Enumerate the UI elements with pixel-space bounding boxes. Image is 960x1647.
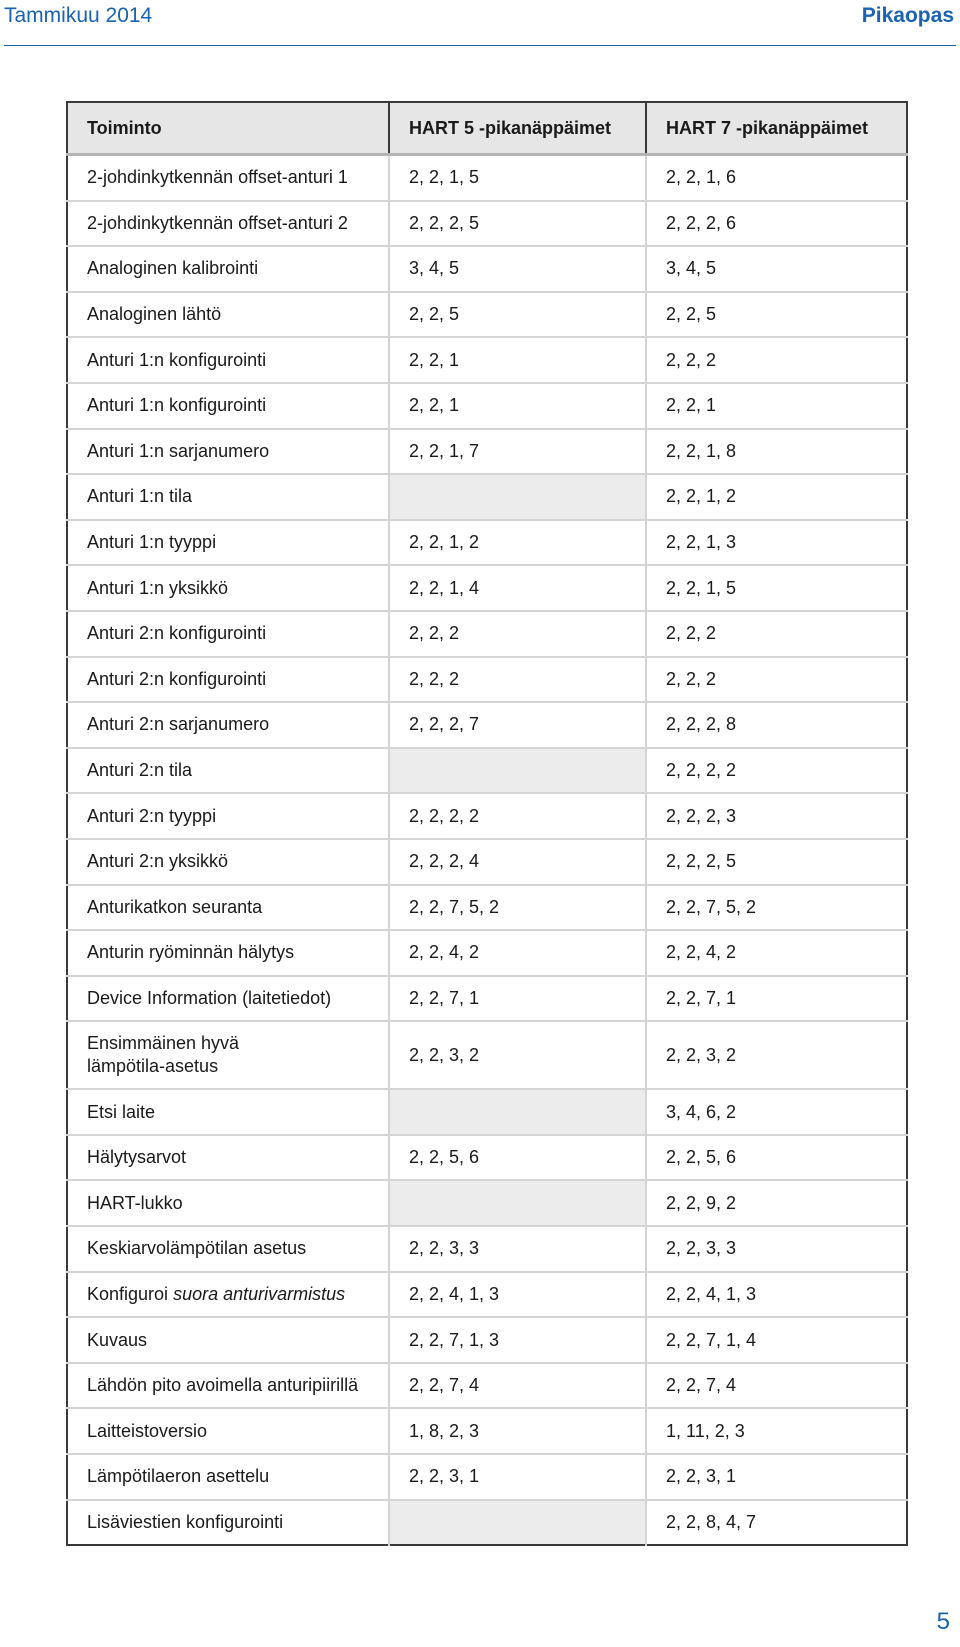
cell-function: Laitteistoversio bbox=[67, 1408, 389, 1454]
cell-function: Anturi 2:n yksikkö bbox=[67, 839, 389, 885]
table-row bbox=[67, 1226, 907, 1272]
cell-function: Anturi 2:n konfigurointi bbox=[67, 611, 389, 657]
cell-hart7: 2, 2, 3, 3 bbox=[646, 1226, 907, 1272]
table-row bbox=[67, 976, 907, 1022]
table-row bbox=[67, 1135, 907, 1181]
cell-hart5 bbox=[389, 748, 646, 794]
cell-hart7: 2, 2, 7, 4 bbox=[646, 1363, 907, 1409]
cell-text-italic: suora anturivarmistus bbox=[173, 1283, 346, 1304]
cell-hart5: 2, 2, 7, 1, 3 bbox=[389, 1317, 646, 1363]
table-row bbox=[67, 839, 907, 885]
cell-hart7: 2, 2, 2, 2 bbox=[646, 748, 907, 794]
table-row bbox=[67, 1089, 907, 1135]
cell-hart7: 2, 2, 7, 1, 4 bbox=[646, 1317, 907, 1363]
cell-hart5: 1, 8, 2, 3 bbox=[389, 1408, 646, 1454]
cell-hart7: 2, 2, 1, 5 bbox=[646, 565, 907, 611]
cell-hart7: 2, 2, 1, 6 bbox=[646, 155, 907, 201]
cell-hart7: 2, 2, 1 bbox=[646, 383, 907, 429]
table-row bbox=[67, 1272, 907, 1318]
cell-hart7: 3, 4, 5 bbox=[646, 246, 907, 292]
table-row bbox=[67, 748, 907, 794]
cell-function: Lisäviestien konfigurointi bbox=[67, 1500, 389, 1546]
cell-function: Anturi 1:n tila bbox=[67, 474, 389, 520]
cell-hart7: 2, 2, 5 bbox=[646, 292, 907, 338]
cell-function: 2-johdinkytkennän offset-anturi 1 bbox=[67, 155, 389, 201]
cell-hart5: 2, 2, 5 bbox=[389, 292, 646, 338]
cell-hart5: 2, 2, 2, 7 bbox=[389, 702, 646, 748]
cell-hart5: 2, 2, 5, 6 bbox=[389, 1135, 646, 1181]
cell-hart5: 2, 2, 1, 7 bbox=[389, 429, 646, 475]
cell-function: Etsi laite bbox=[67, 1089, 389, 1135]
cell-hart7: 2, 2, 8, 4, 7 bbox=[666, 1511, 757, 1532]
cell-function: Lähdön pito avoimella anturipiirillä bbox=[67, 1363, 389, 1409]
table-row bbox=[67, 1021, 907, 1089]
table-row bbox=[67, 292, 907, 338]
cell-hart5: 2, 2, 1, 5 bbox=[389, 155, 646, 201]
cell-hart7: 2, 2, 2, 3 bbox=[646, 793, 907, 839]
shortcut-table bbox=[66, 101, 908, 1546]
cell-hart7: 3, 4, 6, 2 bbox=[646, 1089, 907, 1135]
cell-hart5: 2, 2, 4, 2 bbox=[389, 930, 646, 976]
cell-hart5: 2, 2, 2, 2 bbox=[389, 793, 646, 839]
cell-function: Anturi 1:n konfigurointi bbox=[67, 383, 389, 429]
table-row bbox=[67, 1363, 907, 1409]
cell-function: Anturi 1:n konfigurointi bbox=[67, 337, 389, 383]
table-row bbox=[67, 520, 907, 566]
cell-function: Anturi 1:n tyyppi bbox=[67, 520, 389, 566]
cell-hart7: 2, 2, 2 bbox=[646, 611, 907, 657]
cell-hart7: 2, 2, 3, 2 bbox=[646, 1021, 907, 1089]
cell-hart5: 2, 2, 2, 4 bbox=[389, 839, 646, 885]
table-row bbox=[67, 930, 907, 976]
cell-hart5 bbox=[389, 1500, 646, 1546]
table-row bbox=[67, 565, 907, 611]
cell-hart5: 2, 2, 3, 2 bbox=[389, 1021, 646, 1089]
cell-hart7: 2, 2, 2 bbox=[646, 657, 907, 703]
table-row bbox=[67, 429, 907, 475]
cell-function bbox=[67, 1272, 389, 1318]
cell-function: HART-lukko bbox=[67, 1180, 389, 1226]
cell-hart5: 3, 4, 5 bbox=[389, 246, 646, 292]
cell-hart7: 1, 11, 2, 3 bbox=[646, 1408, 907, 1454]
table-row bbox=[67, 702, 907, 748]
cell-hart5: 2, 2, 2 bbox=[389, 611, 646, 657]
cell-hart7: 2, 2, 1, 2 bbox=[646, 474, 907, 520]
cell-function: Keskiarvolämpötilan asetus bbox=[67, 1226, 389, 1272]
table-row bbox=[67, 474, 907, 520]
cell-hart7: 2, 2, 4, 2 bbox=[646, 930, 907, 976]
cell-function: Anturi 2:n konfigurointi bbox=[67, 657, 389, 703]
cell-hart7: 2, 2, 9, 2 bbox=[646, 1180, 907, 1226]
cell-function: Anturi 2:n tila bbox=[67, 748, 389, 794]
table-row bbox=[67, 1500, 907, 1546]
cell-hart7: 2, 2, 2 bbox=[646, 337, 907, 383]
table-row bbox=[67, 611, 907, 657]
table-row bbox=[67, 201, 907, 247]
table-header-row bbox=[67, 102, 907, 155]
cell-hart5: 2, 2, 1 bbox=[389, 383, 646, 429]
cell-hart5: 2, 2, 4, 1, 3 bbox=[389, 1272, 646, 1318]
table-row bbox=[67, 1317, 907, 1363]
cell-hart5: 2, 2, 2, 5 bbox=[389, 201, 646, 247]
column-header-function: Toiminto bbox=[67, 102, 389, 155]
cell-function: Ensimmäinen hyvä lämpötila-asetus bbox=[67, 1021, 389, 1089]
cell-hart5: 2, 2, 2 bbox=[389, 657, 646, 703]
page-number: 5 bbox=[936, 1608, 950, 1635]
cell-hart7: 2, 2, 1, 8 bbox=[646, 429, 907, 475]
cell-hart5: 2, 2, 7, 4 bbox=[389, 1363, 646, 1409]
cell-function: Anturin ryöminnän hälytys bbox=[67, 930, 389, 976]
header-divider bbox=[4, 45, 956, 46]
cell-function: 2-johdinkytkennän offset-anturi 2 bbox=[67, 201, 389, 247]
column-header-hart5: HART 5 -pikanäppäimet bbox=[389, 102, 646, 155]
cell-function: Anturi 1:n sarjanumero bbox=[67, 429, 389, 475]
table-row bbox=[67, 1180, 907, 1226]
cell-hart5 bbox=[389, 1089, 646, 1135]
cell-hart7: 2, 2, 1, 3 bbox=[646, 520, 907, 566]
cell-hart5: 2, 2, 1 bbox=[389, 337, 646, 383]
cell-hart5 bbox=[389, 1180, 646, 1226]
cell-function: Analoginen kalibrointi bbox=[67, 246, 389, 292]
cell-hart5 bbox=[389, 474, 646, 520]
cell-hart7: 2, 2, 5, 6 bbox=[646, 1135, 907, 1181]
cell-hart7: 2, 2, 7, 5, 2 bbox=[646, 885, 907, 931]
column-header-hart7: HART 7 -pikanäppäimet bbox=[646, 102, 907, 155]
cell-function: Analoginen lähtö bbox=[67, 292, 389, 338]
table-row bbox=[67, 246, 907, 292]
cell-hart5: 2, 2, 1, 4 bbox=[389, 565, 646, 611]
cell-hart7: 2, 2, 2, 8 bbox=[646, 702, 907, 748]
cell-function: Device Information (laitetiedot) bbox=[67, 976, 389, 1022]
cell-hart5: 2, 2, 1, 2 bbox=[389, 520, 646, 566]
cell-hart5: 2, 2, 3, 1 bbox=[389, 1454, 646, 1500]
cell-hart7: 2, 2, 3, 1 bbox=[646, 1454, 907, 1500]
cell-function: Anturi 2:n sarjanumero bbox=[67, 702, 389, 748]
table-body bbox=[67, 155, 907, 1546]
cell-hart7: 2, 2, 2, 6 bbox=[646, 201, 907, 247]
table-row bbox=[67, 657, 907, 703]
cell-hart7: 2, 2, 2, 5 bbox=[646, 839, 907, 885]
cell-function: Anturi 1:n yksikkö bbox=[67, 565, 389, 611]
table-row bbox=[67, 885, 907, 931]
cell-function: Kuvaus bbox=[67, 1317, 389, 1363]
cell-text: Konfiguroi bbox=[87, 1283, 174, 1304]
cell-hart5: 2, 2, 3, 3 bbox=[389, 1226, 646, 1272]
cell-function: Anturikatkon seuranta bbox=[67, 885, 389, 931]
header-title: Pikaopas bbox=[861, 4, 954, 27]
table-row bbox=[67, 793, 907, 839]
header-date: Tammikuu 2014 bbox=[4, 4, 153, 27]
table-row bbox=[67, 383, 907, 429]
cell-hart7: 2, 2, 4, 1, 3 bbox=[646, 1272, 907, 1318]
cell-hart5: 2, 2, 7, 5, 2 bbox=[389, 885, 646, 931]
table-row bbox=[67, 1454, 907, 1500]
cell-function: Anturi 2:n tyyppi bbox=[67, 793, 389, 839]
table-row bbox=[67, 337, 907, 383]
table-row bbox=[67, 1408, 907, 1454]
cell-function: Hälytysarvot bbox=[67, 1135, 389, 1181]
table-row bbox=[67, 155, 907, 201]
cell-hart7: 2, 2, 7, 1 bbox=[646, 976, 907, 1022]
cell-hart5: 2, 2, 7, 1 bbox=[389, 976, 646, 1022]
cell-function: Lämpötilaeron asettelu bbox=[67, 1454, 389, 1500]
